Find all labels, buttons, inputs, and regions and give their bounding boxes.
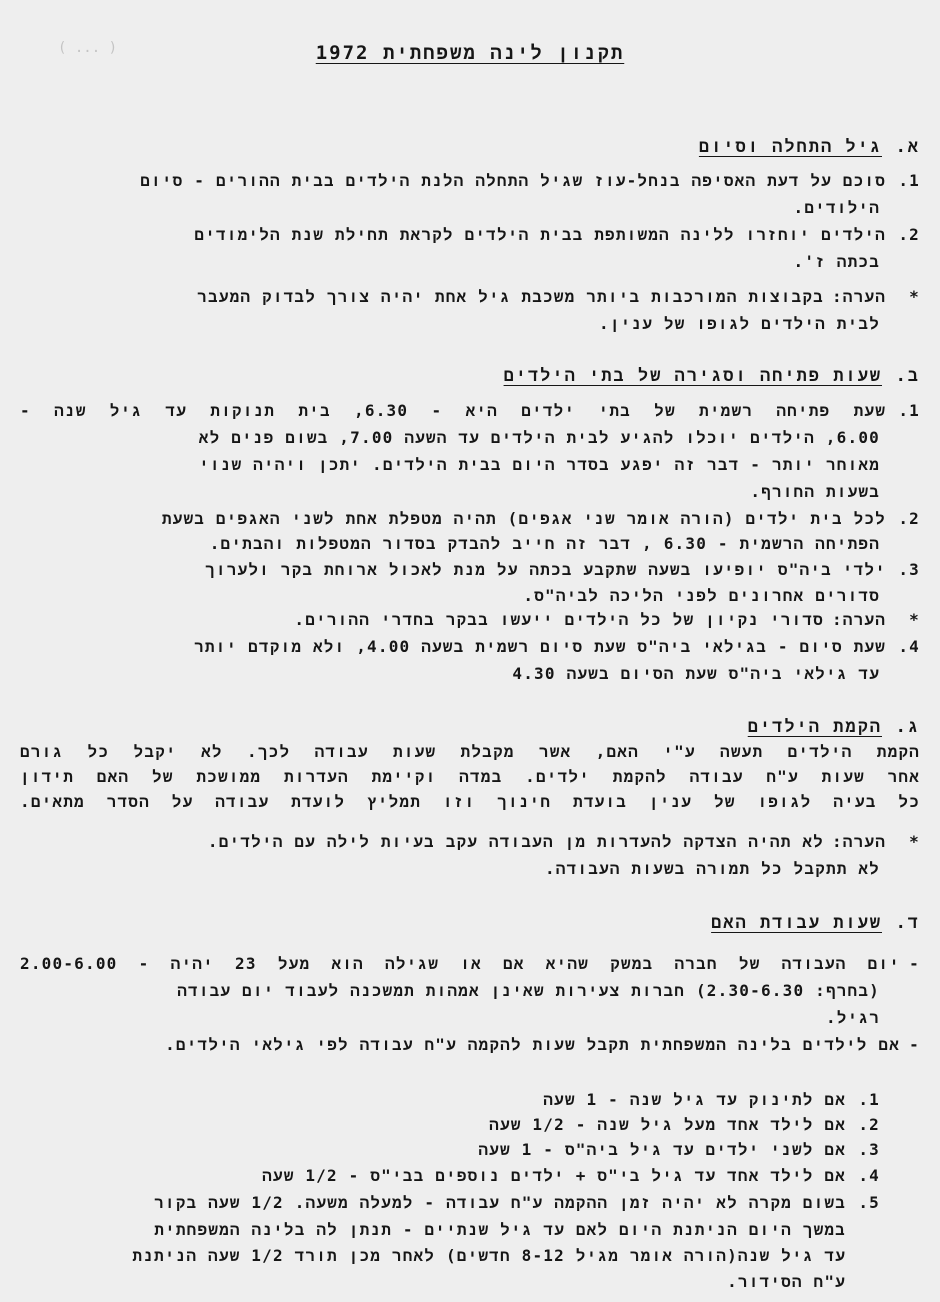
a-item1-line2: הילודים. bbox=[793, 198, 880, 217]
section-b-title: שעות פתיחה וסגירה של בתי הילדים bbox=[503, 366, 882, 386]
d-bullet1-line2: (בחרף: 2.30-6.30) חברות צעירות שאינן אמהות תמשכנה לעבוד יום עבודה bbox=[177, 981, 880, 1000]
faded-stamp: ( ... ) bbox=[58, 40, 118, 56]
b-item2-number: 2. bbox=[898, 509, 920, 528]
b-item3-line1: 3.ילדי ביה"ס יופיעו בשעה שתקבע בכתה על מנת לאכול ארוחת בקר ולערוך bbox=[205, 560, 920, 579]
section-c-title: הקמת הילדים bbox=[747, 717, 882, 737]
b-note-label: הערה: bbox=[831, 610, 886, 629]
c-note-mark: * bbox=[909, 832, 920, 851]
a-note-line1: *הערה:בקבוצות המורכבות ביותר משכבת גיל אחת יהיה צורך לבדוק המעבר bbox=[197, 287, 920, 306]
d-bullet1-line3: רגיל. bbox=[825, 1008, 880, 1027]
d-item5-line1: 5.בשום מקרה לא יהיה זמן ההקמה ע"ח עבודה - למעלה משעה. 1/2 שעה בקור bbox=[154, 1193, 880, 1212]
section-d-title: שעות עבודת האם bbox=[711, 913, 882, 933]
d-bullet1-dash: - bbox=[909, 954, 920, 973]
b-item4-number: 4. bbox=[898, 637, 920, 656]
d-bullet2-dash: - bbox=[909, 1035, 920, 1054]
d-item5-line3: עד גיל שנה(הורה אומר מגיל 8-12 חדשים) לאחר מכן תורד 1/2 שעה הניתנת bbox=[132, 1246, 846, 1265]
section-b-heading bbox=[504, 366, 920, 387]
section-a-title: גיל התחלה וסיום bbox=[698, 137, 882, 157]
page-title bbox=[0, 42, 940, 65]
a-item2-number: 2. bbox=[898, 225, 920, 244]
a-item1-line1: 1.סוכם על דעת האסיפה בנחל-עוז שגיל התחלה הלנת הילדים בבית ההורים - סיום bbox=[140, 171, 920, 190]
b-item4-line1: 4.שעת סיום - בגילאי ביה"ס שעת סיום רשמית בשעה 4.00, ולא מוקדם יותר bbox=[194, 637, 920, 656]
b-item1-line2: 6.00, הילדים יוכלו להגיע לבית הילדים עד השעה 7.00, בשום פנים לא bbox=[198, 428, 880, 447]
d-item2-number: 2. bbox=[858, 1115, 880, 1134]
b-note-mark: * bbox=[909, 610, 920, 629]
d-item3-number: 3. bbox=[858, 1140, 880, 1159]
a-item2-line2: בכתה ז'. bbox=[793, 252, 880, 271]
section-c-heading bbox=[748, 717, 920, 738]
c-paragraph-line2: אחר שעות ע"ח עבודה להקמת ילדים. במדה וקיימת העדרות ממושכת של האם תידון bbox=[20, 767, 920, 786]
d-item1-number: 1. bbox=[858, 1090, 880, 1109]
c-note-line2: לא תתקבל כל תמורה בשעות העבודה. bbox=[544, 859, 880, 878]
d-item4: 4.אם לילד אחד עד גיל בי"ס + ילדים נוספים בבי"ס - 1/2 שעה bbox=[262, 1166, 880, 1185]
d-item5-number: 5. bbox=[858, 1193, 880, 1212]
b-item3-line2: סדורים אחרונים לפני הליכה לביה"ס. bbox=[523, 586, 880, 605]
b-note-line1: *הערה:סדורי נקיון של כל הילדים ייעשו בבקר בחדרי ההורים. bbox=[294, 610, 920, 629]
c-note-line1: *הערה:לא תהיה הצדקה להעדרות מן העבודה עקב בעיות לילה עם הילדים. bbox=[207, 832, 920, 851]
d-item4-number: 4. bbox=[858, 1166, 880, 1185]
d-item5-line4: ע"ח הסידור. bbox=[727, 1272, 846, 1291]
b-item1-line4: בשעות החורף. bbox=[750, 482, 880, 501]
b-item1-number: 1. bbox=[898, 401, 920, 420]
d-item5-line2: במשך היום הניתנת היום לאם עד גיל שנתיים - תנתן לה בלינה המשפחתית bbox=[154, 1220, 846, 1239]
a-note-line2: לבית הילדים לגופו של ענין. bbox=[599, 314, 880, 333]
b-item4-line2: עד גילאי ביה"ס שעת הסיום בשעה 4.30 bbox=[512, 664, 880, 683]
b-item3-number: 3. bbox=[898, 560, 920, 579]
a-item2-line1: 2.הילדים יוחזרו ללינה המשותפת בבית הילדים לקראת תחילת שנת הלימודים bbox=[194, 225, 920, 244]
section-a-letter: א. bbox=[895, 137, 920, 157]
a-note-mark: * bbox=[909, 287, 920, 306]
section-d-letter: ד. bbox=[895, 913, 920, 933]
d-item1: 1.אם לתינוק עד גיל שנה - 1 שעה bbox=[543, 1090, 880, 1109]
c-paragraph-line1: הקמת הילדים תעשה ע"י האם, אשר מקבלת שעות עבודה לכך. לא יקבל כל גורם bbox=[20, 742, 920, 761]
d-item2: 2.אם לילד אחד מעל גיל שנה - 1/2 שעה bbox=[489, 1115, 880, 1134]
d-bullet2-line1: -אם לילדים בלינה המשפחתית תקבל שעות להקמה ע"ח עבודה לפי גילאי הילדים. bbox=[165, 1035, 920, 1054]
d-item3: 3.אם לשני ילדים עד גיל ביה"ס - 1 שעה bbox=[478, 1140, 880, 1159]
c-note-label: הערה: bbox=[831, 832, 886, 851]
a-note-label: הערה: bbox=[831, 287, 886, 306]
title-text: תקנון לינה משפחתית 1972 bbox=[315, 42, 625, 64]
section-c-letter: ג. bbox=[895, 717, 920, 737]
a-item1-number: 1. bbox=[898, 171, 920, 190]
c-paragraph-line3: כל בעיה לגופו של ענין בועדת חינוך וזו תמליץ לועדת עבודה על הסדר מתאים. bbox=[20, 792, 920, 811]
section-b-letter: ב. bbox=[895, 366, 920, 386]
section-d-heading bbox=[711, 913, 920, 934]
section-a-heading bbox=[699, 137, 920, 158]
b-item2-line1: 2.לכל בית ילדים (הורה אומר שני אגפים) תהיה מטפלת אחת לשני האגפים בשעת bbox=[161, 509, 920, 528]
b-item2-line2: הפתיחה הרשמית - 6.30 , דבר זה חייב להבדק בסדור המטפלות והבתים. bbox=[209, 534, 880, 553]
b-item1-line1: 1.שעת פתיחה רשמית של בתי ילדים היא - 6.30, בית תנוקות עד גיל שנה - bbox=[20, 401, 920, 420]
b-item1-line3: מאוחר יותר - דבר זה יפגע בסדר היום בבית הילדים. יתכן ויהיה שנוי bbox=[199, 455, 880, 474]
d-bullet1-line1: -יום העבודה של חברה במשק שהיא אם או שגילה הוא מעל 23 יהיה - 2.00-6.00 bbox=[20, 954, 920, 973]
